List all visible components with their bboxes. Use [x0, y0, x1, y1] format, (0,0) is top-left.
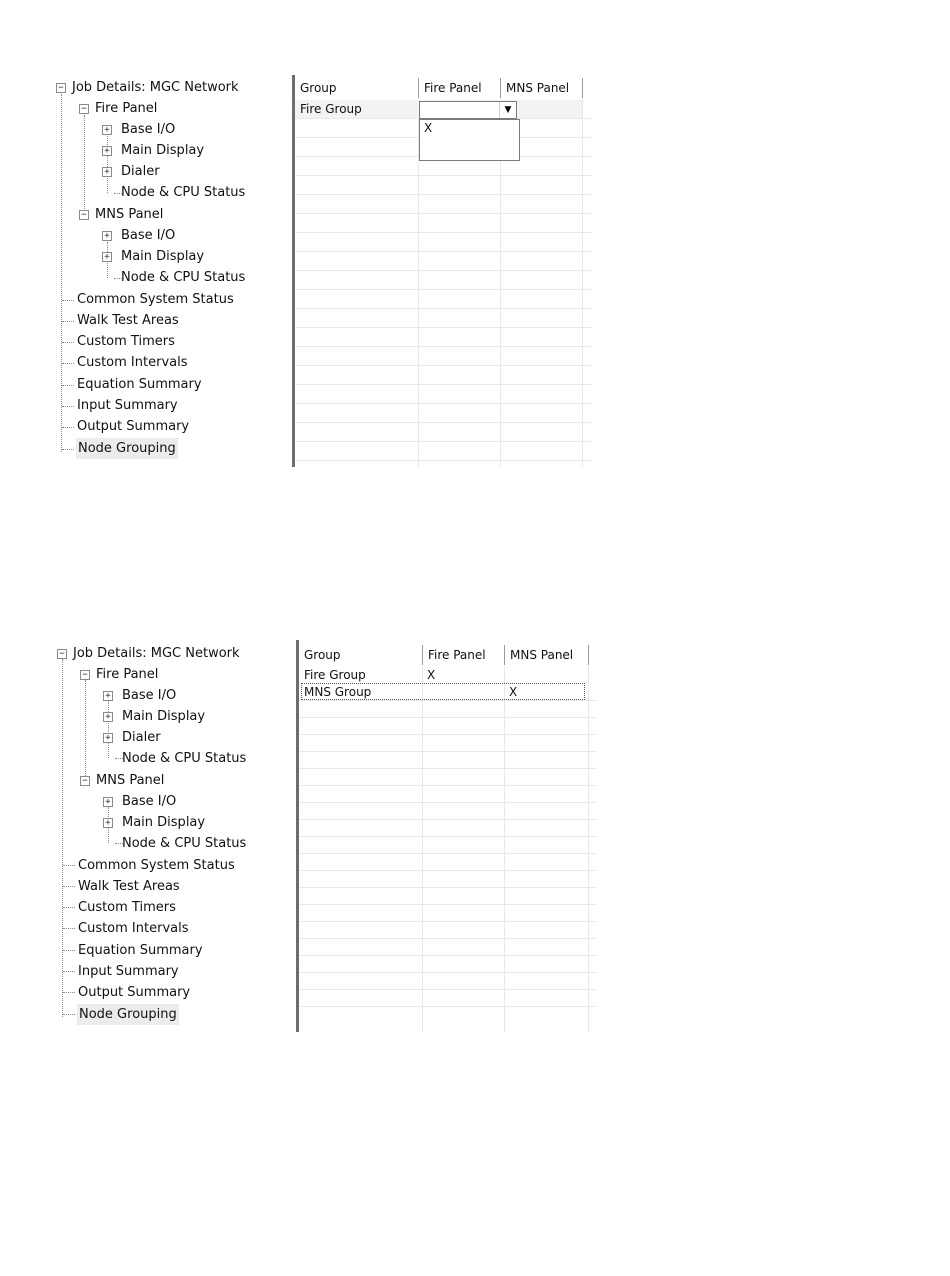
tree-node-label: Common System Status — [77, 292, 234, 307]
tree-node-label: Main Display — [121, 143, 205, 158]
expand-icon[interactable]: + — [103, 797, 113, 807]
tree-node-label: Main Display — [121, 249, 205, 264]
expand-icon[interactable]: + — [103, 818, 113, 828]
node-grouping-grid — [296, 640, 596, 1032]
tree-node-label: Dialer — [122, 730, 161, 745]
column-header-mns-panel[interactable]: MNS Panel — [501, 78, 583, 98]
tree-node-label: Walk Test Areas — [78, 879, 180, 894]
tree-node-label: Node & CPU Status — [122, 836, 247, 851]
expand-icon[interactable]: + — [102, 146, 112, 156]
chevron-down-icon[interactable]: ▼ — [499, 102, 516, 118]
mns-panel-cell[interactable]: X — [509, 685, 518, 699]
expand-icon[interactable]: + — [103, 712, 113, 722]
expand-icon[interactable]: + — [103, 733, 113, 743]
expand-icon[interactable]: + — [102, 125, 112, 135]
dropdown-option[interactable]: X — [424, 121, 433, 135]
tree-node-label: Main Display — [122, 709, 206, 724]
tree-node-label: Fire Panel — [95, 101, 158, 116]
tree-node-label: Base I/O — [122, 688, 177, 703]
group-cell[interactable]: Fire Group — [300, 102, 362, 116]
fire-panel-select[interactable] — [419, 101, 517, 119]
tree-node-label: MNS Panel — [96, 773, 165, 788]
table-row[interactable] — [301, 683, 585, 700]
column-header-group[interactable]: Group — [299, 645, 423, 665]
tree-node-label: Fire Panel — [96, 667, 159, 682]
node-grouping-screenshot-1 — [55, 75, 590, 467]
tree-node-label: Base I/O — [122, 794, 177, 809]
group-cell[interactable]: MNS Group — [304, 685, 372, 699]
tree-node-label: Output Summary — [77, 419, 190, 434]
tree-node-label: Equation Summary — [78, 943, 203, 958]
tree-node-label: Custom Timers — [78, 900, 176, 915]
collapse-icon[interactable]: − — [56, 83, 66, 93]
collapse-icon[interactable]: − — [80, 776, 90, 786]
group-cell[interactable]: Fire Group — [304, 668, 366, 682]
expand-icon[interactable]: + — [102, 231, 112, 241]
job-tree — [55, 75, 290, 467]
grid-body — [299, 666, 596, 1032]
fire-panel-cell[interactable]: X — [427, 668, 436, 682]
tree-node-label: Node & CPU Status — [122, 751, 247, 766]
tree-node-label: Node Grouping — [77, 1004, 179, 1025]
tree-node-label: Input Summary — [78, 964, 179, 979]
tree-node-label: Custom Intervals — [77, 355, 188, 370]
grid-header — [295, 78, 591, 98]
tree-node-label: Walk Test Areas — [77, 313, 179, 328]
tree-node-label: Dialer — [121, 164, 160, 179]
column-header-group[interactable]: Group — [295, 78, 419, 98]
column-header-fire-panel[interactable]: Fire Panel — [419, 78, 501, 98]
tree-node-label: Custom Timers — [77, 334, 175, 349]
node-grouping-grid — [292, 75, 591, 467]
grid-body — [295, 99, 591, 467]
tree-node-label: Common System Status — [78, 858, 235, 873]
tree-node-label: Custom Intervals — [78, 921, 189, 936]
tree-node-label: Node Grouping — [76, 438, 178, 459]
collapse-icon[interactable]: − — [79, 104, 89, 114]
tree-node-label: Job Details: MGC Network — [72, 80, 239, 95]
table-row[interactable] — [299, 667, 588, 683]
grid-header — [299, 645, 596, 665]
tree-node-label: Base I/O — [121, 122, 176, 137]
tree-node-label: Output Summary — [78, 985, 191, 1000]
tree-node-label: Base I/O — [121, 228, 176, 243]
expand-icon[interactable]: + — [102, 252, 112, 262]
node-grouping-screenshot-2 — [55, 640, 595, 1032]
expand-icon[interactable]: + — [102, 167, 112, 177]
tree-node-label: Node & CPU Status — [121, 185, 246, 200]
tree-node-label: Input Summary — [77, 398, 178, 413]
collapse-icon[interactable]: − — [80, 670, 90, 680]
collapse-icon[interactable]: − — [79, 210, 89, 220]
tree-node-label: Main Display — [122, 815, 206, 830]
tree-node-label: Equation Summary — [77, 377, 202, 392]
column-header-fire-panel[interactable]: Fire Panel — [423, 645, 505, 665]
tree-node-label: MNS Panel — [95, 207, 164, 222]
tree-node-label: Job Details: MGC Network — [73, 646, 240, 661]
tree-node-label: Node & CPU Status — [121, 270, 246, 285]
column-header-mns-panel[interactable]: MNS Panel — [505, 645, 589, 665]
fire-panel-dropdown-list — [419, 119, 520, 161]
job-tree — [55, 640, 290, 1032]
expand-icon[interactable]: + — [103, 691, 113, 701]
collapse-icon[interactable]: − — [57, 649, 67, 659]
